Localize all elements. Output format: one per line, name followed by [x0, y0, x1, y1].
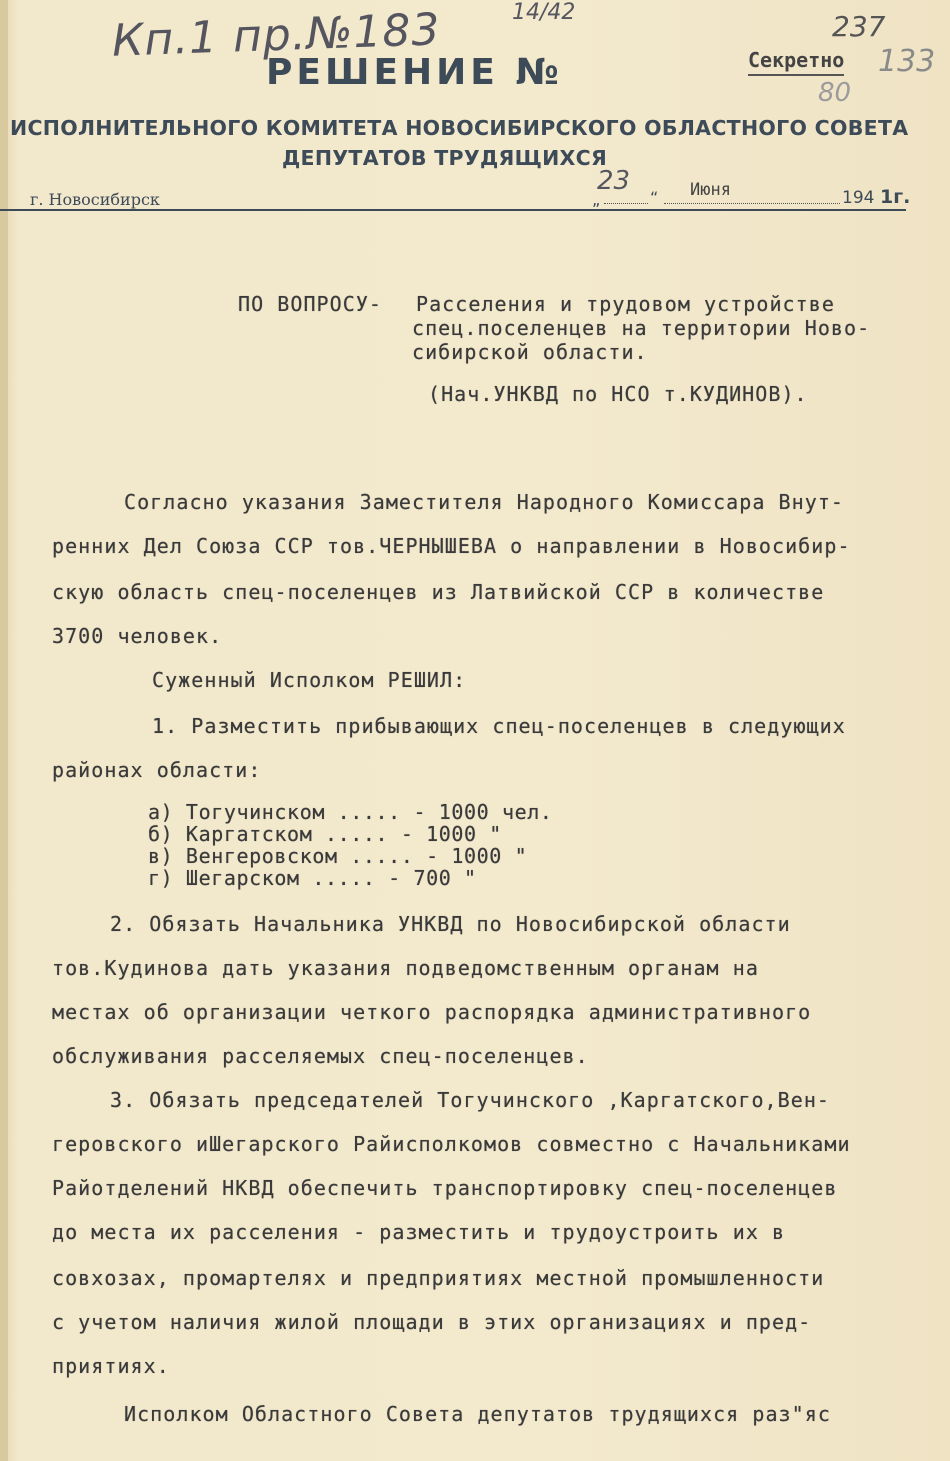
district-list-item: г) Шегарском ..... - 700 "	[148, 866, 477, 890]
point3-line-1: 3. Обязать председателей Тогучинского ,Каргатского,Вен-	[110, 1088, 831, 1112]
subject-line-3: сибирской области.	[412, 340, 648, 364]
date-quote-open: „	[592, 190, 601, 209]
point3-line-2: геровского иШегарского Райисполкомов совместно с Начальниками	[52, 1132, 851, 1156]
date-year: 194	[842, 188, 875, 208]
point2-line-4: обслуживания расселяемых спец-поселенцев.	[52, 1044, 589, 1068]
point1-line-2: районах области:	[52, 758, 262, 782]
point3-line-6: с учетом наличия жилой площади в этих организациях и пред-	[52, 1310, 812, 1334]
date-day-handwritten: 23	[597, 166, 631, 196]
subject-line-2: спец.поселенцев на территории Ново-	[412, 316, 871, 340]
point3-line-5: совхозах, промартелях и предприятиях местной промышленности	[52, 1266, 825, 1290]
point3-line-4: до места их расселения - разместить и трудоустроить их в	[52, 1220, 786, 1244]
closing-line: Исполком Областного Совета депутатов трудящихся раз"яс	[124, 1402, 831, 1426]
intro-line-2: ренних Дел Союза ССР тов.ЧЕРНЫШЕВА о направлении в Новосибир-	[52, 534, 851, 558]
point2-line-2: тов.Кудинова дать указания подведомственным органам на	[52, 956, 759, 980]
archive-mark-handwritten: Кп.1 пр.№183	[111, 4, 442, 67]
district-list-item: а) Тогучинском ..... - 1000 чел.	[148, 800, 553, 824]
folio-number-low: 80	[818, 78, 852, 108]
committee-name-line2: ДЕПУТАТОВ ТРУДЯЩИХСЯ	[282, 146, 608, 170]
point2-line-3: местах об организации четкого распорядка административного	[52, 1000, 812, 1024]
point2-line-1: 2. Обязать Начальника УНКВД по Новосибирской области	[110, 912, 791, 936]
subject-reporter: (Нач.УНКВД по НСО т.КУДИНОВ).	[428, 382, 808, 406]
decision-heading: Суженный Исполком РЕШИЛ:	[152, 668, 467, 692]
point3-line-7: приятиях.	[52, 1354, 170, 1378]
city-label: г. Новосибирск	[30, 190, 160, 209]
point1-line-1: 1. Разместить прибывающих спец-поселенцев в следующих	[152, 714, 846, 738]
date-quote-close: “	[650, 188, 659, 207]
secret-stamp: Секретно	[748, 48, 844, 76]
folio-number-top: 237	[832, 10, 886, 43]
date-month: Июня	[690, 180, 731, 200]
date-month-dotted-line	[664, 203, 840, 204]
subject-label: ПО ВОПРОСУ-	[238, 292, 383, 316]
district-list-item: б) Каргатском ..... - 1000 "	[148, 822, 502, 846]
committee-name-line1: ИСПОЛНИТЕЛЬНОГО КОМИТЕТА НОВОСИБИРСКОГО ОБЛАСТНОГО СОВЕТА	[10, 116, 909, 140]
subject-line-1: Расселения и трудовом устройстве	[416, 292, 835, 316]
district-list-item: в) Венгеровском ..... - 1000 "	[148, 844, 528, 868]
date-year-suffix: 1г.	[880, 186, 911, 208]
date-day-dotted-line	[604, 203, 648, 204]
intro-line-3: скую область спец-поселенцев из Латвийской ССР в количестве	[52, 580, 825, 604]
point3-line-3: Райотделений НКВД обеспечить транспортировку спец-поселенцев	[52, 1176, 838, 1200]
header-rule	[0, 209, 906, 211]
folio-number-middle: 133	[878, 44, 936, 79]
intro-line-4: 3700 человек.	[52, 624, 223, 648]
document-title: РЕШЕНИЕ №	[266, 52, 563, 93]
sheet-reference-handwritten: 14/42	[512, 0, 576, 25]
paper-edge-shadow	[0, 0, 8, 1461]
intro-line-1: Согласно указания Заместителя Народного Комиссара Внут-	[124, 490, 845, 514]
